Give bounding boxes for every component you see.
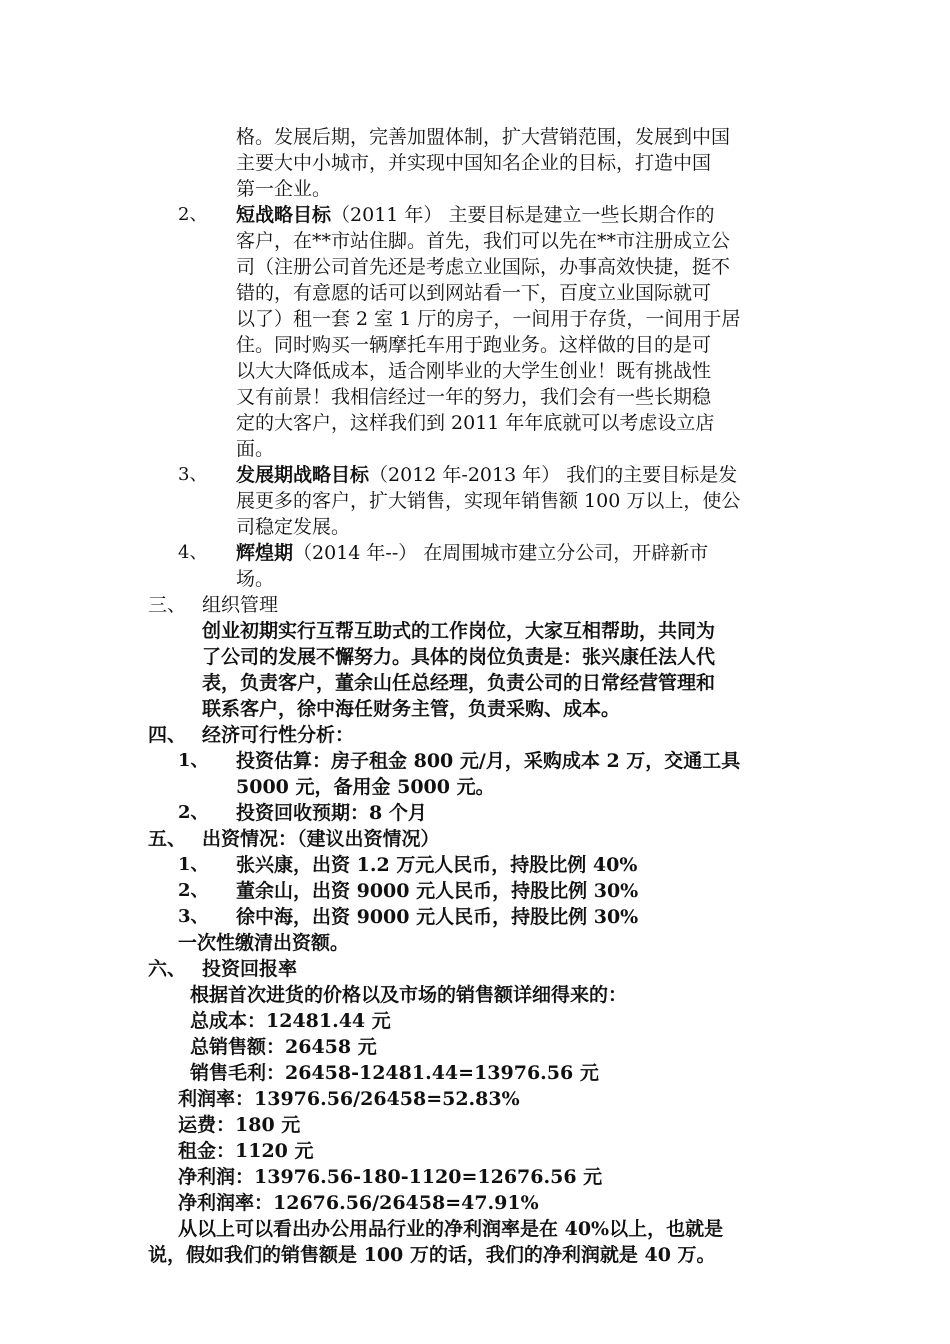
goal-line: 司稳定发展。	[236, 516, 351, 538]
calc-line: 利润率：13976.56/26458=52.83%	[178, 1088, 520, 1110]
goal-title: 辉煌期	[236, 542, 294, 564]
section-number: 六、	[148, 958, 187, 980]
item-line: 投资估算：房子租金 800 元/月，采购成本 2 万，交通工具	[236, 750, 741, 772]
section-paragraph-line: 创业初期实行互帮互助式的工作岗位，大家互相帮助，共同为	[202, 620, 716, 642]
calc-line: 净利润率：12676.56/26458=47.91%	[178, 1192, 539, 1214]
section-number: 四、	[148, 724, 187, 746]
item-line: 徐中海，出资 9000 元人民币，持股比例 30%	[236, 906, 639, 928]
item-line: 张兴康，出资 1.2 万元人民币，持股比例 40%	[236, 854, 638, 876]
calc-line: 总成本：12481.44 元	[190, 1010, 391, 1032]
goal-number: 2、	[178, 204, 208, 225]
goal-line: 错的，有意愿的话可以到网站看一下，百度立业国际就可	[236, 282, 712, 304]
item-line: 5000 元，备用金 5000 元。	[236, 776, 495, 798]
section-title: 投资回报率	[202, 958, 298, 980]
intro-line: 第一企业。	[236, 178, 332, 200]
item-number: 2、	[178, 880, 209, 901]
goal-line: 以大大降低成本，适合刚毕业的大学生创业！既有挑战性	[236, 360, 712, 382]
conclusion-line: 从以上可以看出办公用品行业的净利润率是在 40%以上，也就是	[178, 1218, 724, 1240]
goal-line: 场。	[236, 568, 275, 590]
goal-line: 住。同时购买一辆摩托车用于跑业务。这样做的目的是可	[236, 334, 712, 356]
goal-line: 以了）租一套 2 室 1 厅的房子，一间用于存货，一间用于居	[236, 308, 741, 330]
calc-line: 运费：180 元	[178, 1114, 301, 1136]
item-line: 董余山，出资 9000 元人民币，持股比例 30%	[236, 880, 639, 902]
goal-line: 面。	[236, 438, 275, 460]
goal-line: 又有前景！我相信经过一年的努力，我们会有一些长期稳	[236, 386, 712, 408]
intro-line: 主要大中小城市，并实现中国知名企业的目标，打造中国	[236, 152, 712, 174]
goal-first-line	[236, 540, 708, 566]
item-number: 1、	[178, 854, 209, 875]
calc-line: 租金：1120 元	[178, 1140, 314, 1162]
section-title: 出资情况：（建议出资情况）	[202, 828, 440, 850]
goal-first-line	[236, 202, 714, 228]
goal-title: 发展期战略目标	[236, 464, 370, 486]
section-paragraph-line: 联系客户，徐中海任财务主管，负责采购、成本。	[202, 698, 621, 720]
item-number: 3、	[178, 906, 209, 927]
section-title: 经济可行性分析：	[202, 724, 355, 746]
goal-text: （2012 年-2013 年） 我们的主要目标是发	[369, 464, 738, 486]
item-number: 2、	[178, 802, 209, 823]
item-line: 投资回收预期：8 个月	[236, 802, 427, 824]
section-note: 一次性缴清出资额。	[178, 932, 350, 954]
calc-line: 总销售额：26458 元	[190, 1036, 377, 1058]
goal-line: 展更多的客户，扩大销售，实现年销售额 100 万以上，使公	[236, 490, 741, 512]
goal-title: 短战略目标	[236, 204, 332, 226]
goal-text: （2011 年） 主要目标是建立一些长期合作的	[331, 204, 715, 226]
item-number: 1、	[178, 750, 209, 771]
goal-line: 定的大客户，这样我们到 2011 年年底就可以考虑设立店	[236, 412, 715, 434]
goal-line: 客户，在**市站住脚。首先，我们可以先在**市注册成立公	[236, 230, 731, 252]
section-paragraph-line: 表，负责客户，董余山任总经理，负责公司的日常经营管理和	[202, 672, 716, 694]
conclusion-line: 说，假如我们的销售额是 100 万的话，我们的净利润就是 40 万。	[148, 1244, 716, 1266]
goal-text: （2014 年--） 在周围城市建立分公司，开辟新市	[293, 542, 709, 564]
section-number: 三、	[148, 594, 187, 616]
goal-line: 司（注册公司首先还是考虑立业国际，办事高效快捷，挺不	[236, 256, 731, 278]
calc-line: 销售毛利：26458-12481.44=13976.56 元	[190, 1062, 599, 1084]
goal-number: 3、	[178, 464, 208, 485]
intro-line: 格。发展后期，完善加盟体制，扩大营销范围，发展到中国	[236, 126, 731, 148]
section-paragraph-line: 了公司的发展不懈努力。具体的岗位负责是：张兴康任法人代	[202, 646, 716, 668]
section-title: 组织管理	[202, 594, 279, 616]
section-number: 五、	[148, 828, 187, 850]
goal-first-line	[236, 462, 737, 488]
goal-number: 4、	[178, 542, 208, 563]
calc-line: 净利润：13976.56-180-1120=12676.56 元	[178, 1166, 603, 1188]
calc-line: 根据首次进货的价格以及市场的销售额详细得来的：	[190, 984, 628, 1006]
